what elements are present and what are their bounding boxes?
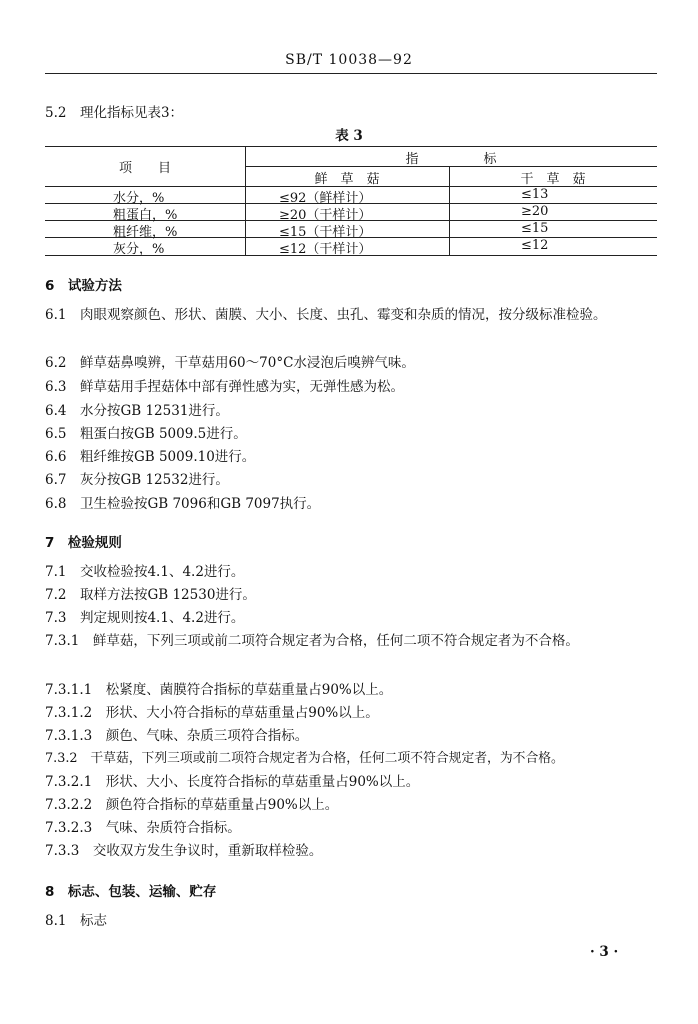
- clause-7-3-1-2: 7.3.1.2 形状、大小符合指标的草菇重量占90%以上。: [45, 705, 379, 721]
- section-6-heading: 6 试验方法: [45, 278, 122, 294]
- clause-7-3-2: 7.3.2 干草菇，下列三项或前二项符合规定者为合格，任何二项不符合规定者，为不合格。: [45, 751, 564, 766]
- clause-7-3-3: 7.3.3 交收双方发生争议时，重新取样检验。: [45, 843, 323, 859]
- table-header-index: 指 标: [405, 152, 497, 167]
- page-number: · 3 ·: [590, 944, 619, 960]
- clause-7-3-1: 7.3.1 鲜草菇，下列三项或前二项符合规定者为合格，任何二项不符合规定者为不合格。: [45, 633, 579, 649]
- table-row-dried: ≤15: [521, 221, 549, 236]
- clause-7-3-1-1: 7.3.1.1 松紧度、菌膜符合指标的草菇重量占90%以上。: [45, 682, 393, 698]
- clause-7-3: 7.3 判定规则按4.1、4.2进行。: [45, 610, 245, 626]
- clause-7-3-2-2: 7.3.2.2 颜色符合指标的草菇重量占90%以上。: [45, 797, 339, 813]
- clause-6-4: 6.4 水分按GB 12531进行。: [45, 403, 229, 419]
- header-rule: [45, 73, 657, 74]
- table-row-fresh: ≤92（鲜样计）: [279, 191, 372, 206]
- clause-6-5: 6.5 粗蛋白按GB 5009.5进行。: [45, 426, 247, 442]
- clause-7-2: 7.2 取样方法按GB 12530进行。: [45, 587, 256, 603]
- table-row-fresh: ≤12（干样计）: [279, 242, 372, 257]
- table-row-item: 粗纤维，%: [113, 225, 178, 240]
- clause-6-2: 6.2 鲜草菇鼻嗅辨，干草菇用60～70°C水浸泡后嗅辨气味。: [45, 355, 415, 371]
- clause-7-1: 7.1 交收检验按4.1、4.2进行。: [45, 564, 245, 580]
- table-row-fresh: ≥20（干样计）: [279, 208, 372, 223]
- table-header-item: 项 目: [118, 161, 171, 176]
- table-row-item: 水分，%: [113, 191, 165, 206]
- clause-5-2: 5.2 理化指标见表3：: [45, 105, 184, 121]
- clause-8-1: 8.1 标志: [45, 913, 107, 929]
- clause-7-3-2-1: 7.3.2.1 形状、大小、长度符合指标的草菇重量占90%以上。: [45, 774, 420, 790]
- standard-code-header: SB/T 10038—92: [285, 52, 413, 68]
- table-row-dried: ≥20: [521, 204, 549, 219]
- table-caption: 表 3: [335, 128, 363, 144]
- section-7-heading: 7 检验规则: [45, 535, 122, 551]
- clause-6-8: 6.8 卫生检验按GB 7096和GB 7097执行。: [45, 496, 321, 512]
- physicochemical-table: [45, 146, 657, 256]
- clause-6-6: 6.6 粗纤维按GB 5009.10进行。: [45, 449, 256, 465]
- clause-7-3-2-3: 7.3.2.3 气味、杂质符合指标。: [45, 820, 241, 836]
- table-row-item: 灰分，%: [113, 242, 165, 257]
- clause-6-3: 6.3 鲜草菇用手捏菇体中部有弹性感为实，无弹性感为松。: [45, 379, 404, 395]
- table-top-rule: [45, 146, 657, 147]
- clause-7-3-1-3: 7.3.1.3 颜色、气味、杂质三项符合指标。: [45, 728, 309, 744]
- clause-6-7: 6.7 灰分按GB 12532进行。: [45, 472, 229, 488]
- table-row-dried: ≤12: [521, 238, 549, 253]
- clause-6-1: 6.1 肉眼观察颜色、形状、菌膜、大小、长度、虫孔、霉变和杂质的情况，按分级标准检验。: [45, 307, 607, 323]
- table-row-item: 粗蛋白，%: [113, 208, 178, 223]
- table-header-fresh: 鲜 草 菇: [314, 172, 380, 187]
- table-row-dried: ≤13: [521, 187, 549, 202]
- table-row-fresh: ≤15（干样计）: [279, 225, 372, 240]
- table-header-dried: 干 草 菇: [520, 172, 586, 187]
- section-8-heading: 8 标志、包装、运输、贮存: [45, 884, 217, 900]
